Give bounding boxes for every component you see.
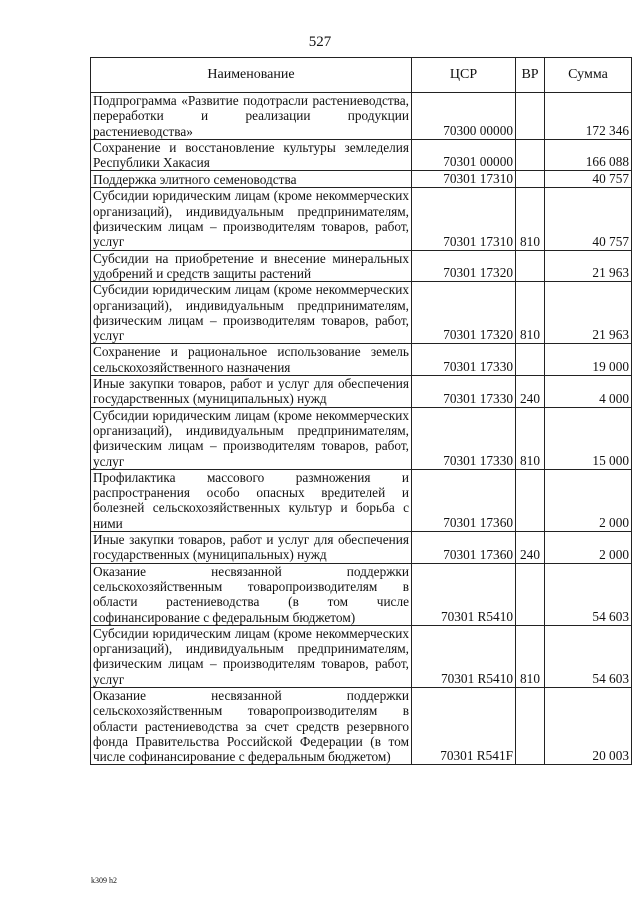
table-row — [91, 188, 632, 250]
row-sum: 54 603 — [545, 563, 632, 625]
table-row — [91, 282, 632, 344]
row-sum: 40 757 — [545, 188, 632, 250]
row-name: Поддержка элитного семеноводства — [91, 171, 412, 188]
row-sum: 40 757 — [545, 171, 632, 188]
table-row — [91, 469, 632, 531]
row-csr: 70301 00000 — [412, 139, 516, 171]
table-row — [91, 563, 632, 625]
row-vr — [516, 93, 545, 140]
row-name: Иные закупки товаров, работ и услуг для обеспечения государственных (муниципальных) нужд — [91, 376, 412, 408]
row-vr — [516, 171, 545, 188]
row-sum: 4 000 — [545, 376, 632, 408]
row-csr: 70300 00000 — [412, 93, 516, 140]
row-name: Субсидии юридическим лицам (кроме некоммерческих организаций), индивидуальным предпринимателям, физическим лицам – производителям товаров, работ, услуг — [91, 188, 412, 250]
table-row — [91, 687, 632, 764]
row-csr: 70301 17330 — [412, 407, 516, 469]
row-vr: 240 — [516, 532, 545, 564]
table-row — [91, 407, 632, 469]
header-csr: ЦСР — [412, 58, 516, 93]
row-name: Субсидии юридическим лицам (кроме некоммерческих организаций), индивидуальным предпринимателям, физическим лицам – производителям товаров, работ, услуг — [91, 407, 412, 469]
row-csr: 70301 17310 — [412, 188, 516, 250]
table-row — [91, 250, 632, 282]
table-row — [91, 93, 632, 140]
row-vr — [516, 687, 545, 764]
row-name: Профилактика массового размножения и распространения особо опасных вредителей и болезней сельскохозяйственных культур и борьба с ними — [91, 469, 412, 531]
row-csr: 70301 17330 — [412, 344, 516, 376]
row-csr: 70301 17320 — [412, 282, 516, 344]
row-csr: 70301 R5410 — [412, 563, 516, 625]
header-vr: ВР — [516, 58, 545, 93]
header-name: Наименование — [91, 58, 412, 93]
row-name: Оказание несвязанной поддержки сельскохозяйственным товаропроизводителям в области растениеводства (в том числе софинансирование с федеральным бюджетом) — [91, 563, 412, 625]
row-csr: 70301 17310 — [412, 171, 516, 188]
page-number: 527 — [308, 34, 332, 50]
row-vr: 240 — [516, 376, 545, 408]
table-header-row — [91, 58, 632, 93]
row-sum: 15 000 — [545, 407, 632, 469]
row-csr: 70301 R541F — [412, 687, 516, 764]
row-csr: 70301 R5410 — [412, 625, 516, 687]
row-csr: 70301 17320 — [412, 250, 516, 282]
row-vr — [516, 250, 545, 282]
row-vr — [516, 344, 545, 376]
row-sum: 2 000 — [545, 469, 632, 531]
header-sum: Сумма — [545, 58, 632, 93]
table-row — [91, 344, 632, 376]
table-row — [91, 625, 632, 687]
row-sum: 54 603 — [545, 625, 632, 687]
row-sum: 172 346 — [545, 93, 632, 140]
table-row — [91, 376, 632, 408]
row-name: Сохранение и рациональное использование земель сельскохозяйственного назначения — [91, 344, 412, 376]
row-vr: 810 — [516, 282, 545, 344]
row-csr: 70301 17360 — [412, 469, 516, 531]
budget-table — [90, 57, 632, 765]
row-name: Оказание несвязанной поддержки сельскохозяйственным товаропроизводителям в области растениеводства за счет средств резервного фонда Правительства Российской Федерации (в том числе софинансирование с федеральным бюджетом) — [91, 687, 412, 764]
row-vr — [516, 469, 545, 531]
row-name: Подпрограмма «Развитие подотрасли растениеводства, переработки и реализации продукции растениеводства» — [91, 93, 412, 140]
row-vr: 810 — [516, 188, 545, 250]
row-sum: 21 963 — [545, 282, 632, 344]
row-sum: 2 000 — [545, 532, 632, 564]
table-row — [91, 171, 632, 188]
table-row — [91, 532, 632, 564]
row-sum: 19 000 — [545, 344, 632, 376]
row-csr: 70301 17330 — [412, 376, 516, 408]
row-vr — [516, 139, 545, 171]
row-sum: 166 088 — [545, 139, 632, 171]
row-name: Субсидии юридическим лицам (кроме некоммерческих организаций), индивидуальным предпринимателям, физическим лицам – производителям товаров, работ, услуг — [91, 282, 412, 344]
row-sum: 20 003 — [545, 687, 632, 764]
row-csr: 70301 17360 — [412, 532, 516, 564]
row-sum: 21 963 — [545, 250, 632, 282]
row-name: Сохранение и восстановление культуры земледелия Республики Хакасия — [91, 139, 412, 171]
row-name: Субсидии юридическим лицам (кроме некоммерческих организаций), индивидуальным предпринимателям, физическим лицам – производителям товаров, работ, услуг — [91, 625, 412, 687]
row-vr — [516, 563, 545, 625]
row-vr: 810 — [516, 407, 545, 469]
row-name: Иные закупки товаров, работ и услуг для обеспечения государственных (муниципальных) нужд — [91, 532, 412, 564]
row-name: Субсидии на приобретение и внесение минеральных удобрений и средств защиты растений — [91, 250, 412, 282]
row-vr: 810 — [516, 625, 545, 687]
table-row — [91, 139, 632, 171]
footer-code: k309 h2 — [91, 876, 117, 885]
